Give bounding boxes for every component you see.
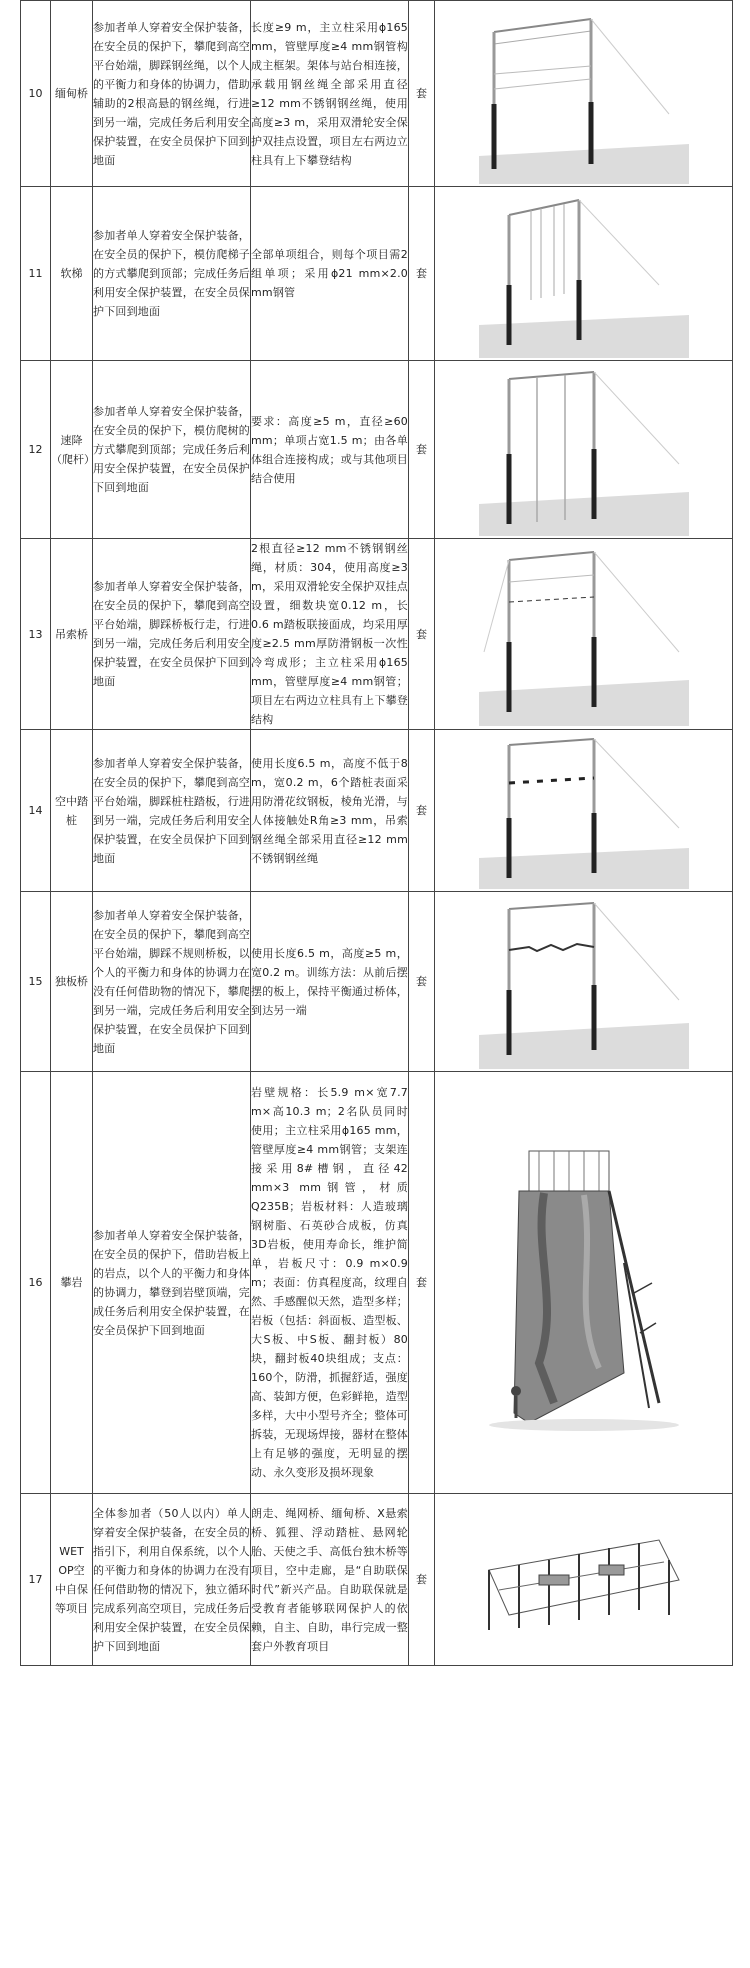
item-name: 缅甸桥	[51, 1, 93, 187]
item-illustration	[435, 361, 733, 539]
item-unit: 套	[409, 892, 435, 1072]
item-specification: 全部单项组合，则每个项目需2组单项；采用ϕ21 mm×2.0 mm钢管	[251, 187, 409, 361]
table-row	[21, 892, 733, 1072]
equipment-spec-table	[20, 0, 733, 1666]
item-name: 空中踏桩	[51, 730, 93, 892]
item-specification: 岩壁规格：长5.9 m×宽7.7 m×高10.3 m；2名队员同时使用；主立柱采用ϕ165 mm，管壁厚度≥4 mm钢管；支架连接采用8#槽钢，直径42 mm×3 mm钢管，材质Q235B；岩板材料：人造玻璃钢树脂、石英砂合成板，仿真3D岩板，使用寿命长，维护简单，岩板尺寸：0.9 m×0.9 m；表面：仿真程度高，纹理自然、手感醒似天然，造型多样；岩板（包括：斜面板、造型板、大S板、中S板、翻封板）80块，翻封板40块组成；支点：160个，防滑，抓握舒适，强度高、装卸方便，色彩鲜艳，造型多样，大中小型号齐全；整体可拆装，无现场焊接，器材在整体上有足够的强度，无明显的摆动、永久变形及损坏现象	[251, 1072, 409, 1494]
table-row	[21, 730, 733, 892]
item-name: 速降（爬杆）	[51, 361, 93, 539]
table-row	[21, 1072, 733, 1494]
item-description: 参加者单人穿着安全保护装备，在安全员的保护下，模仿爬树的方式攀爬到顶部；完成任务后利用安全保护装置，在安全员保护下回到地面	[93, 361, 251, 539]
row-number: 10	[21, 1, 51, 187]
aerial-stepping-pile-illustration	[479, 733, 689, 889]
item-description: 全体参加者（50人以内）单人穿着安全保护装备，在安全员的指引下，利用自保系统，以个人的平衡力和身体的协调力在没有任何借助物的情况下，独立循环完成系列高空项目，完成任务后利用安全保护装置，在安全员保护下回到地面	[93, 1494, 251, 1666]
item-description: 参加者单人穿着安全保护装备，在安全员的保护下，攀爬到高空平台始端，脚踩桩柱踏板，行进到另一端，完成任务后利用安全保护装置，在安全员保护下回到地面	[93, 730, 251, 892]
rope-ladder-illustration	[479, 190, 689, 358]
row-number: 14	[21, 730, 51, 892]
item-unit: 套	[409, 361, 435, 539]
climbing-wall-illustration	[484, 1133, 684, 1433]
aerial-self-belay-illustration	[479, 1520, 689, 1640]
item-description: 参加者单人穿着安全保护装备，在安全员的保护下，模仿爬梯子的方式攀爬到顶部；完成任务后利用安全保护装置，在安全员保护下回到地面	[93, 187, 251, 361]
item-specification: 朗走、绳网桥、缅甸桥、X悬索桥、狐狸、浮动踏桩、悬网轮胎、天使之手、高低台独木桥等项目，空中走廊，是“自助联保时代”新兴产品。自助联保就是受教育者能够联网保护人的依赖，自主、自助，串行完成一整套户外教育项目	[251, 1494, 409, 1666]
item-name: 独板桥	[51, 892, 93, 1072]
item-name: 软梯	[51, 187, 93, 361]
row-number: 11	[21, 187, 51, 361]
suspension-bridge-illustration	[479, 542, 689, 726]
single-plank-bridge-illustration	[479, 895, 689, 1069]
item-name: WETOP空中自保等项目	[51, 1494, 93, 1666]
pole-climb-illustration	[479, 364, 689, 536]
item-specification: 要求：高度≥5 m，直径≥60 mm；单项占宽1.5 m；由各单体组合连接构成；或与其他项目结合使用	[251, 361, 409, 539]
item-illustration	[435, 187, 733, 361]
item-description: 参加者单人穿着安全保护装备，在安全员的保护下，借助岩板上的岩点，以个人的平衡力和身体的协调力，攀登到岩壁顶端，完成任务后利用安全保护装置，在安全员保护下回到地面	[93, 1072, 251, 1494]
table-row	[21, 361, 733, 539]
item-specification: 长度≥9 m，主立柱采用ϕ165 mm，管壁厚度≥4 mm钢管构成主框架。架体与站台相连接，承载用钢丝绳全部采用直径≥12 mm不锈钢钢丝绳，使用高度≥3 m，采用双滑轮安全保护双挂点设置，项目左右两边立柱具有上下攀登结构	[251, 1, 409, 187]
item-unit: 套	[409, 1072, 435, 1494]
table-row	[21, 1, 733, 187]
row-number: 16	[21, 1072, 51, 1494]
item-description: 参加者单人穿着安全保护装备，在安全员的保护下，攀爬到高空平台始端，脚踩桥板行走，行进到另一端，完成任务后利用安全保护装置，在安全员保护下回到地面	[93, 539, 251, 730]
item-specification: 使用长度6.5 m，高度≥5 m，宽0.2 m。训练方法：从前后摆摆的板上，保持平衡通过桥体，到达另一端	[251, 892, 409, 1072]
row-number: 13	[21, 539, 51, 730]
item-unit: 套	[409, 539, 435, 730]
item-illustration	[435, 1494, 733, 1666]
item-illustration	[435, 730, 733, 892]
item-illustration	[435, 1072, 733, 1494]
item-unit: 套	[409, 1494, 435, 1666]
row-number: 17	[21, 1494, 51, 1666]
item-illustration	[435, 892, 733, 1072]
item-name: 攀岩	[51, 1072, 93, 1494]
table-row	[21, 539, 733, 730]
item-unit: 套	[409, 187, 435, 361]
row-number: 12	[21, 361, 51, 539]
burma-bridge-illustration	[479, 4, 689, 184]
item-unit: 套	[409, 1, 435, 187]
item-description: 参加者单人穿着安全保护装备，在安全员的保护下，攀爬到高空平台始端，脚踩不规则桥板，以个人的平衡力和身体的协调力在没有任何借助物的情况下，攀爬到另一端，完成任务后利用安全保护装置，在安全员保护下回到地面	[93, 892, 251, 1072]
item-illustration	[435, 539, 733, 730]
item-name: 吊索桥	[51, 539, 93, 730]
table-row	[21, 1494, 733, 1666]
item-illustration	[435, 1, 733, 187]
row-number: 15	[21, 892, 51, 1072]
item-specification: 使用长度6.5 m，高度不低于8 m，宽0.2 m，6个踏桩表面采用防滑花纹钢板，棱角光滑，与人体接触处R角≥3 mm，吊索钢丝绳全部采用直径≥12 mm不锈钢钢丝绳	[251, 730, 409, 892]
table-row	[21, 187, 733, 361]
item-unit: 套	[409, 730, 435, 892]
item-description: 参加者单人穿着安全保护装备，在安全员的保护下，攀爬到高空平台始端，脚踩钢丝绳，以个人的平衡力和身体的协调力，借助辅助的2根高悬的钢丝绳，行进到另一端，完成任务后利用安全保护装置，在安全员保护下回到地面	[93, 1, 251, 187]
item-specification: 2根直径≥12 mm不锈钢钢丝绳，材质：304，使用高度≥3 m，采用双滑轮安全保护双挂点设置，细数块宽0.12 m，长0.6 m踏板联接面成，均采用厚度≥2.5 mm厚防滑钢板一次性冷弯成形；主立柱采用ϕ165 mm，管壁厚度≥4 mm钢管；项目左右两边立柱具有上下攀登结构	[251, 539, 409, 730]
